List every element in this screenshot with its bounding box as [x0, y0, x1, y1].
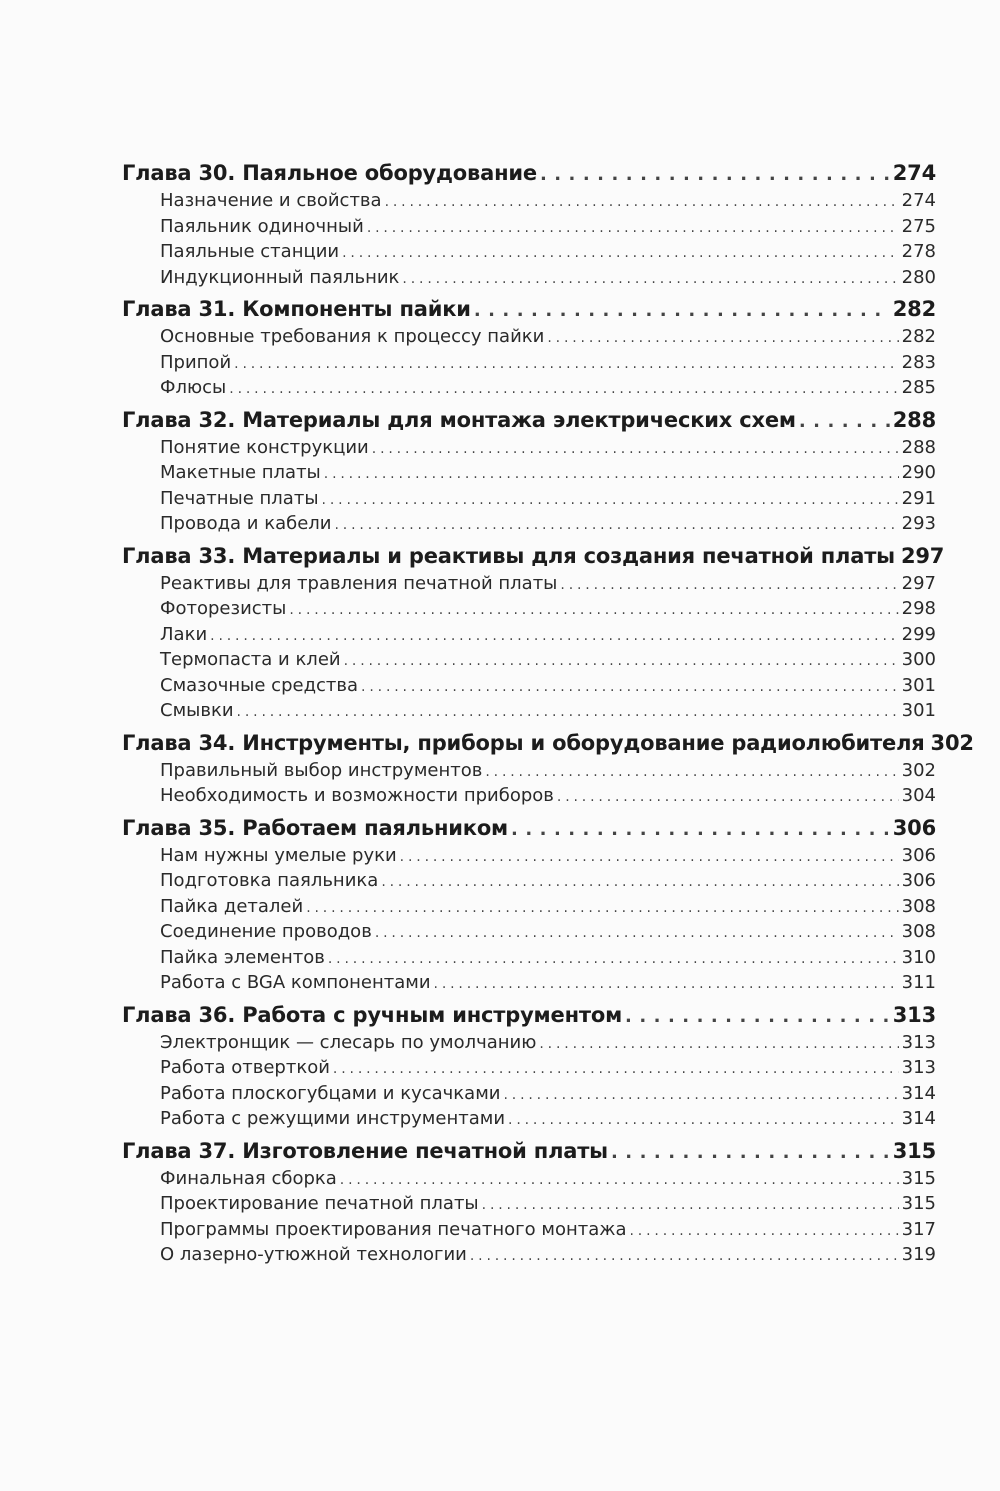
section-title: Лаки	[160, 623, 208, 645]
chapter-title: Глава 31. Компоненты пайки	[122, 297, 471, 321]
chapter-heading[interactable]	[122, 294, 936, 324]
leader-dots	[340, 1168, 899, 1194]
section-title: Правильный выбор инструментов	[160, 759, 483, 781]
leader-dots	[482, 1193, 899, 1219]
chapter-heading[interactable]	[122, 158, 936, 188]
section-entry[interactable]	[122, 894, 936, 920]
section-page-number: 310	[901, 946, 936, 968]
section-page-number: 298	[901, 598, 936, 619]
section-entry[interactable]	[122, 868, 936, 894]
section-entry[interactable]	[122, 460, 936, 486]
leader-dots	[306, 896, 898, 922]
section-title: Проектирование печатной платы	[160, 1193, 479, 1214]
leader-dots	[625, 1002, 890, 1032]
section-entry[interactable]	[122, 622, 936, 648]
leader-dots	[508, 1108, 899, 1134]
chapter-page-number: 302	[930, 730, 974, 755]
section-title: Смывки	[160, 700, 234, 721]
section-page-number: 314	[901, 1082, 936, 1104]
section-title: Нам нужны умелые руки	[160, 844, 397, 866]
leader-dots	[474, 296, 890, 326]
leader-dots	[547, 326, 898, 352]
section-entry[interactable]	[122, 571, 936, 597]
leader-dots	[470, 1244, 899, 1270]
leader-dots	[375, 921, 899, 947]
toc-chapter	[122, 405, 936, 537]
section-entry[interactable]	[122, 843, 936, 869]
leader-dots	[402, 267, 898, 293]
section-entry[interactable]	[122, 970, 936, 996]
toc-chapter	[122, 1000, 936, 1132]
toc-chapter	[122, 728, 974, 809]
section-entry[interactable]	[122, 375, 936, 401]
leader-dots	[503, 1083, 898, 1109]
section-title: Печатные платы	[160, 487, 319, 509]
leader-dots	[234, 352, 899, 378]
toc-chapter	[122, 158, 936, 290]
chapter-title: Глава 33. Материалы и реактивы для создания печатной платы	[122, 543, 895, 568]
section-title: Макетные платы	[160, 462, 321, 483]
section-title: Электронщик — слесарь по умолчанию	[160, 1031, 537, 1053]
toc-chapter	[122, 813, 936, 996]
section-page-number: 275	[901, 215, 936, 237]
leader-dots	[560, 573, 898, 599]
section-page-number: 314	[901, 1108, 936, 1129]
chapter-heading[interactable]	[122, 1136, 936, 1166]
section-entry[interactable]	[122, 1081, 936, 1107]
leader-dots	[333, 1057, 899, 1083]
section-title: Основные требования к процессу пайки	[160, 326, 545, 347]
section-page-number: 301	[901, 674, 936, 696]
leader-dots	[799, 407, 890, 437]
leader-dots	[335, 513, 899, 539]
section-page-number: 297	[901, 572, 936, 594]
chapter-page-number: 315	[892, 1138, 936, 1163]
chapter-heading[interactable]	[122, 813, 936, 843]
leader-dots	[540, 160, 890, 190]
chapter-page-number: 288	[892, 407, 936, 432]
section-entry[interactable]	[122, 511, 936, 537]
section-page-number: 313	[901, 1031, 936, 1053]
section-title: Паяльные станции	[160, 241, 340, 262]
leader-dots	[381, 870, 898, 896]
section-entry[interactable]	[122, 188, 936, 214]
leader-dots	[344, 649, 899, 675]
section-page-number: 313	[901, 1057, 936, 1078]
section-page-number: 288	[901, 436, 936, 458]
section-entry[interactable]	[122, 673, 936, 699]
section-entry[interactable]	[122, 1106, 936, 1132]
leader-dots	[511, 815, 890, 845]
chapter-heading[interactable]	[122, 405, 936, 435]
toc-chapter	[122, 1136, 936, 1268]
chapter-page-number: 282	[892, 297, 936, 321]
section-page-number: 308	[901, 895, 936, 917]
section-entry[interactable]	[122, 1166, 936, 1192]
section-entry[interactable]	[122, 1242, 936, 1268]
section-title: Фоторезисты	[160, 598, 287, 619]
chapter-title: Глава 32. Материалы для монтажа электрических схем	[122, 407, 796, 432]
section-entry[interactable]	[122, 324, 936, 350]
section-title: Индукционный паяльник	[160, 266, 400, 288]
section-title: Подготовка паяльника	[160, 870, 379, 891]
section-page-number: 311	[901, 972, 936, 993]
section-title: Припой	[160, 351, 232, 373]
section-page-number: 280	[901, 266, 936, 288]
section-title: Работа отверткой	[160, 1057, 330, 1078]
leader-dots	[229, 377, 898, 403]
section-page-number: 315	[901, 1167, 936, 1189]
section-entry[interactable]	[122, 435, 936, 461]
section-title: Финальная сборка	[160, 1167, 337, 1189]
toc-chapter	[122, 541, 945, 724]
leader-dots	[289, 598, 898, 624]
leader-dots	[361, 675, 899, 701]
leader-dots	[434, 972, 899, 998]
chapter-page-number: 306	[892, 815, 936, 840]
chapter-title: Глава 34. Инструменты, приборы и оборудование радиолюбителя	[122, 730, 925, 755]
chapter-title: Глава 30. Паяльное оборудование	[122, 161, 537, 185]
leader-dots	[322, 488, 899, 514]
section-page-number: 300	[901, 649, 936, 670]
leader-dots	[557, 785, 899, 811]
section-title: Работа с режущими инструментами	[160, 1108, 506, 1129]
section-page-number: 283	[901, 351, 936, 373]
toc-chapter	[122, 294, 936, 401]
section-page-number: 304	[901, 785, 936, 806]
section-page-number: 308	[901, 921, 936, 942]
section-entry[interactable]	[122, 783, 936, 809]
section-title: Программы проектирования печатного монтажа	[160, 1218, 627, 1240]
section-page-number: 278	[901, 241, 936, 262]
table-of-contents	[122, 158, 974, 1272]
section-page-number: 293	[901, 513, 936, 534]
section-title: Флюсы	[160, 377, 227, 398]
section-page-number: 306	[901, 844, 936, 866]
section-entry[interactable]	[122, 919, 936, 945]
section-page-number: 282	[901, 326, 936, 347]
section-title: Смазочные средства	[160, 674, 359, 696]
section-entry[interactable]	[122, 1217, 936, 1243]
section-page-number: 291	[901, 487, 936, 509]
section-page-number: 299	[901, 623, 936, 645]
section-entry[interactable]	[122, 1030, 936, 1056]
section-title: Назначение и свойства	[160, 190, 382, 211]
section-entry[interactable]	[122, 350, 936, 376]
section-page-number: 274	[901, 190, 936, 211]
section-page-number: 319	[901, 1244, 936, 1265]
chapter-title: Глава 35. Работаем паяльником	[122, 815, 509, 840]
leader-dots	[372, 437, 899, 463]
section-page-number: 306	[901, 870, 936, 891]
chapter-title: Глава 37. Изготовление печатной платы	[122, 1138, 608, 1163]
leader-dots	[611, 1138, 890, 1168]
section-entry[interactable]	[122, 758, 936, 784]
leader-dots	[237, 700, 899, 726]
section-entry[interactable]	[122, 1055, 936, 1081]
section-entry[interactable]	[122, 239, 936, 265]
chapter-heading[interactable]	[122, 728, 974, 758]
section-entry[interactable]	[122, 945, 936, 971]
leader-dots	[367, 216, 899, 242]
section-title: О лазерно-утюжной технологии	[160, 1244, 467, 1265]
section-page-number: 301	[901, 700, 936, 721]
section-entry[interactable]	[122, 698, 936, 724]
chapter-heading[interactable]	[122, 1000, 936, 1030]
leader-dots	[328, 947, 899, 973]
section-title: Паяльник одиночный	[160, 215, 364, 237]
leader-dots	[400, 845, 899, 871]
chapter-page-number: 313	[892, 1002, 936, 1027]
section-title: Соединение проводов	[160, 921, 372, 942]
section-page-number: 302	[901, 759, 936, 781]
leader-dots	[630, 1219, 899, 1245]
section-page-number: 315	[901, 1193, 936, 1214]
leader-dots	[342, 241, 899, 267]
section-title: Пайка деталей	[160, 895, 304, 917]
chapter-page-number: 297	[900, 543, 945, 568]
section-title: Понятие конструкции	[160, 436, 369, 458]
section-title: Термопаста и клей	[160, 649, 341, 670]
chapter-heading[interactable]	[122, 541, 945, 571]
leader-dots	[485, 760, 898, 786]
section-entry[interactable]	[122, 265, 936, 291]
section-entry[interactable]	[122, 1191, 936, 1217]
section-entry[interactable]	[122, 647, 936, 673]
section-page-number: 285	[901, 377, 936, 398]
section-title: Работа с BGA компонентами	[160, 972, 431, 993]
section-title: Провода и кабели	[160, 513, 332, 534]
section-title: Необходимость и возможности приборов	[160, 785, 554, 806]
section-entry[interactable]	[122, 214, 936, 240]
section-title: Реактивы для травления печатной платы	[160, 572, 558, 594]
section-entry[interactable]	[122, 486, 936, 512]
section-title: Пайка элементов	[160, 946, 325, 968]
leader-dots	[539, 1032, 898, 1058]
leader-dots	[210, 624, 899, 650]
chapter-title: Глава 36. Работа с ручным инструментом	[122, 1002, 623, 1027]
section-page-number: 317	[901, 1218, 936, 1240]
section-page-number: 290	[901, 462, 936, 483]
section-entry[interactable]	[122, 596, 936, 622]
chapter-page-number: 274	[892, 161, 936, 185]
section-title: Работа плоскогубцами и кусачками	[160, 1082, 501, 1104]
leader-dots	[324, 462, 899, 488]
leader-dots	[385, 190, 899, 216]
